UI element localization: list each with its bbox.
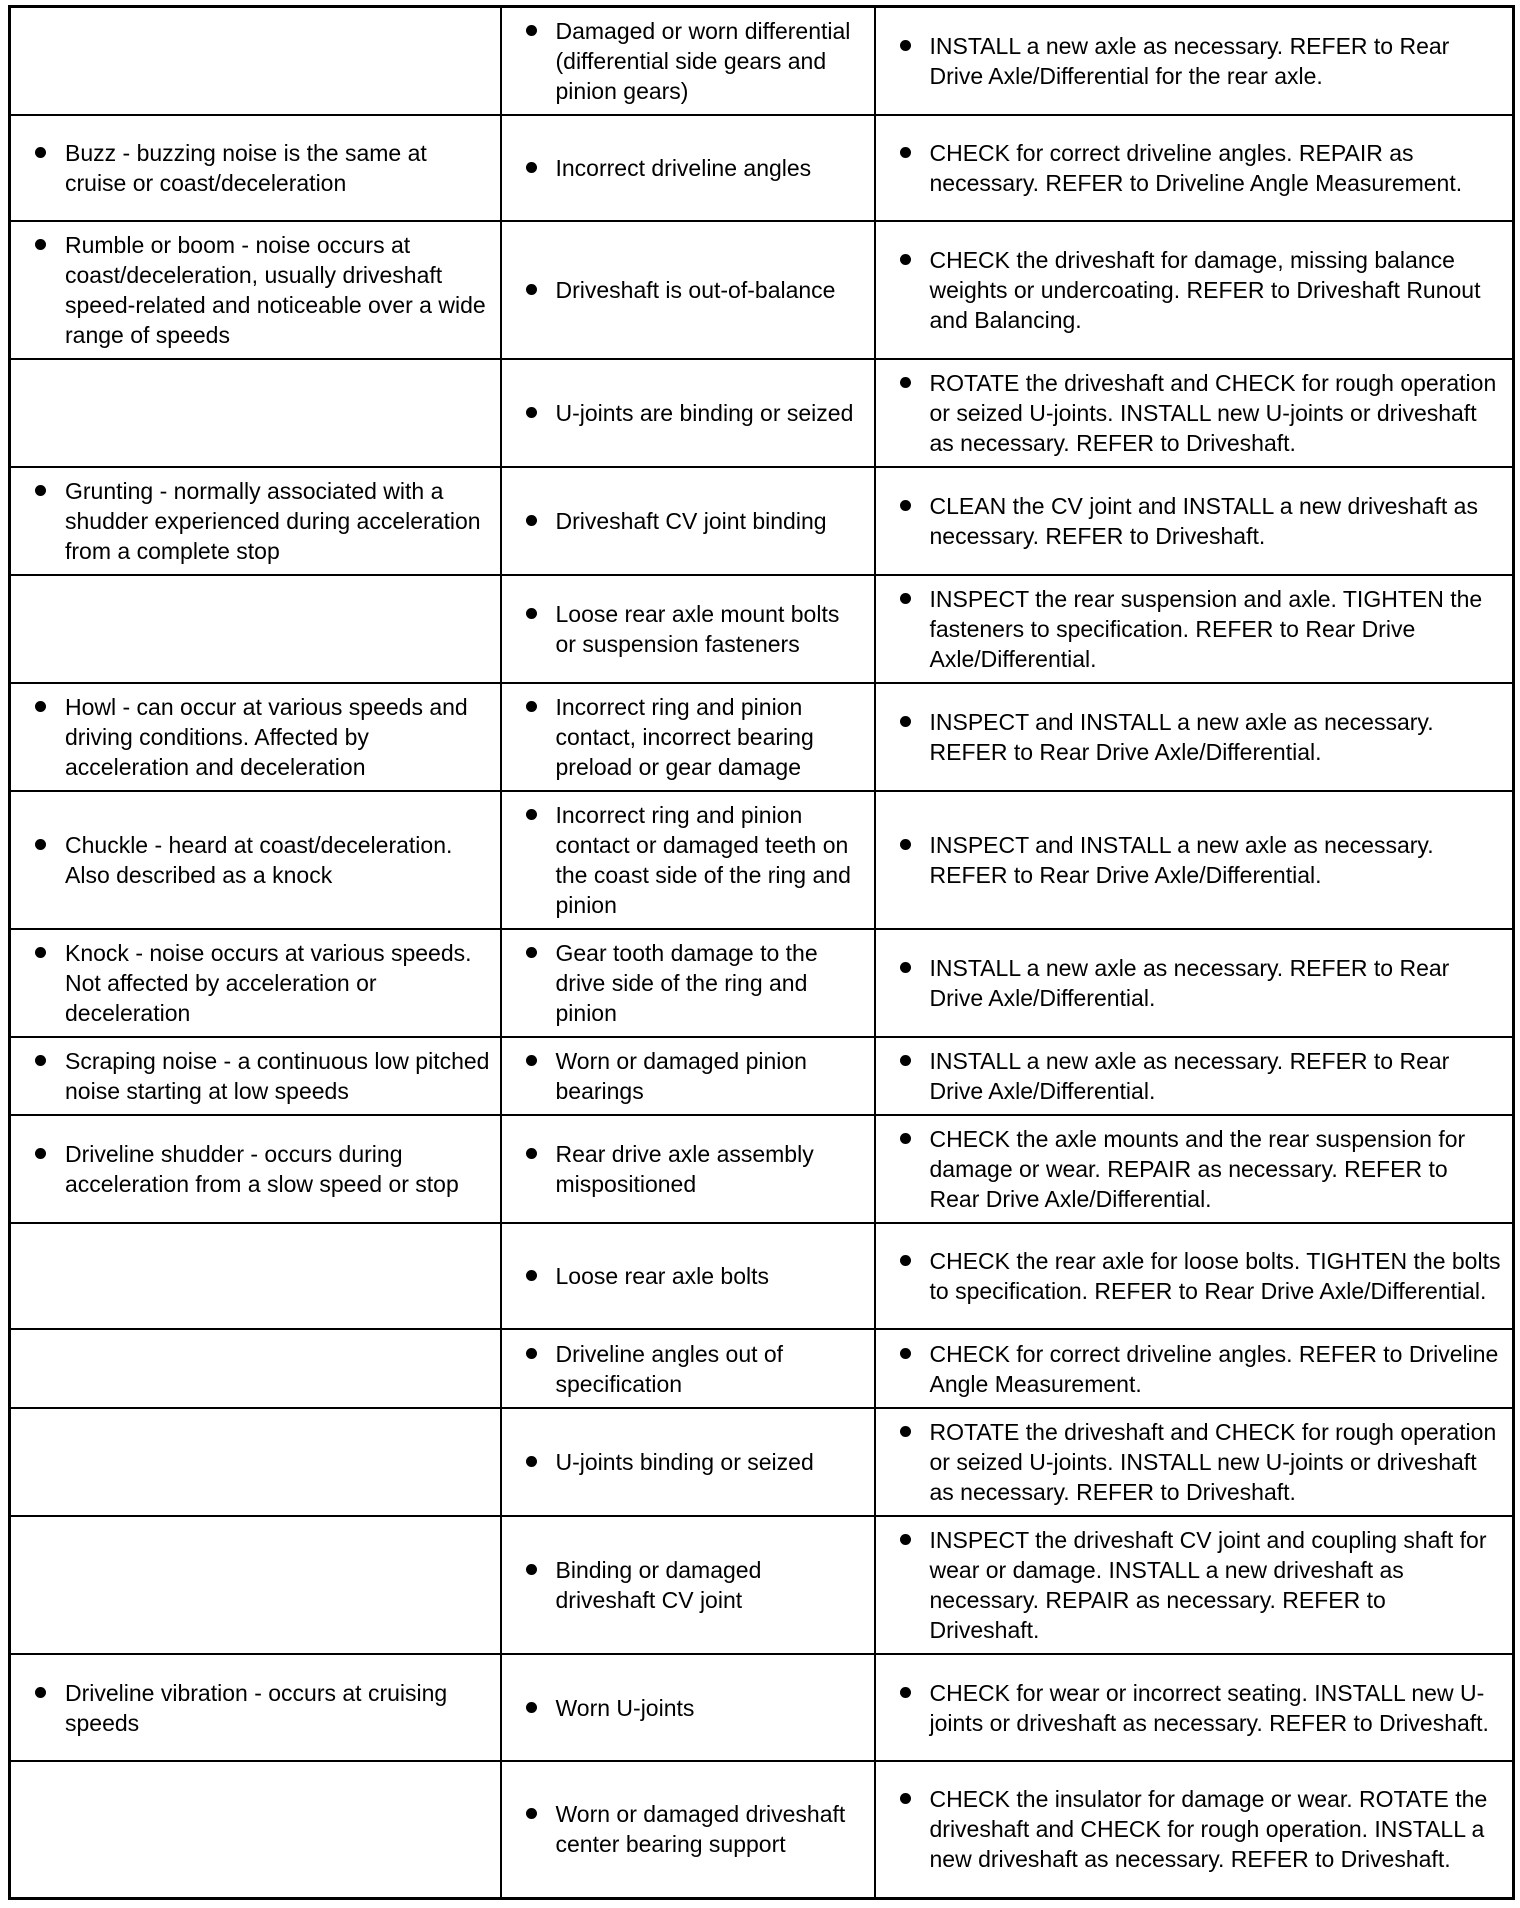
action-cell [875,1329,1514,1408]
bullet-icon [526,25,537,36]
bullet-icon [526,1564,537,1575]
bullet-item [514,1261,864,1291]
cause-text: Incorrect ring and pinion contact or damaged teeth on the coast side of the ring and pinion [555,802,851,918]
bullet-item [888,1784,1503,1874]
bullet-item [514,938,864,1028]
bullet-item [514,800,864,920]
bullet-icon [526,809,537,820]
bullet-item [514,1693,864,1723]
cause-cell [501,1223,875,1329]
bullet-item [23,830,490,890]
bullet-item [23,138,490,198]
bullet-icon [526,1456,537,1467]
bullet-icon [526,162,537,173]
condition-cell [10,1115,501,1223]
bullet-icon [526,1148,537,1159]
table-row [10,1761,1514,1898]
action-cell [875,1654,1514,1761]
bullet-item [888,584,1503,674]
cause-text: Loose rear axle mount bolts or suspension fasteners [555,601,840,657]
condition-cell [10,221,501,359]
condition-cell [10,1761,501,1898]
table-row [10,7,1514,116]
bullet-icon [900,593,911,604]
diagnosis-table [8,5,1515,1900]
cause-text: Binding or damaged driveshaft CV joint [555,1557,762,1613]
action-text: INSPECT the rear suspension and axle. TIGHTEN the fasteners to specification. REFER to Rear Drive Axle/Differential. [929,586,1483,672]
action-text: INSTALL a new axle as necessary. REFER to Rear Drive Axle/Differential for the rear axle. [929,33,1450,89]
action-cell [875,359,1514,467]
diagnosis-table-body [10,7,1514,1899]
cause-cell [501,929,875,1037]
bullet-icon [900,1133,911,1144]
cause-text: Loose rear axle bolts [555,1263,770,1289]
condition-text: Grunting - normally associated with a shudder experienced during acceleration from a complete stop [65,478,481,564]
cause-cell [501,115,875,221]
bullet-item [514,16,864,106]
action-text: CHECK the insulator for damage or wear. ROTATE the driveshaft and CHECK for rough operation. INSTALL a new driveshaft as necessary. REFER to Driveshaft. [929,1786,1488,1873]
condition-cell [10,1037,501,1115]
action-text: ROTATE the driveshaft and CHECK for rough operation or seized U-joints. INSTALL new U-joints or driveshaft as necessary. REFER to Driveshaft. [929,370,1497,456]
bullet-icon [900,1255,911,1266]
bullet-icon [900,147,911,158]
action-text: CLEAN the CV joint and INSTALL a new driveshaft as necessary. REFER to Driveshaft. [929,493,1478,549]
cause-cell [501,683,875,791]
bullet-item [514,506,864,536]
action-cell [875,1408,1514,1516]
bullet-item [888,1046,1503,1106]
bullet-icon [900,377,911,388]
table-row [10,1516,1514,1654]
action-cell [875,467,1514,575]
table-row [10,1654,1514,1761]
bullet-item [514,1447,864,1477]
action-text: INSTALL a new axle as necessary. REFER to Rear Drive Axle/Differential. [929,1048,1450,1104]
condition-cell [10,575,501,683]
bullet-item [888,1678,1503,1738]
bullet-item [514,398,864,428]
bullet-icon [35,239,46,250]
bullet-item [23,1678,490,1738]
bullet-icon [900,1426,911,1437]
action-text: CHECK the rear axle for loose bolts. TIGHTEN the bolts to specification. REFER to Rear Drive Axle/Differential. [929,1248,1501,1304]
condition-cell [10,683,501,791]
condition-cell [10,467,501,575]
bullet-icon [526,608,537,619]
action-cell [875,221,1514,359]
bullet-icon [35,1055,46,1066]
condition-cell [10,1408,501,1516]
cause-cell [501,221,875,359]
bullet-item [23,230,490,350]
table-row [10,221,1514,359]
cause-text: U-joints binding or seized [555,1449,814,1475]
bullet-icon [900,962,911,973]
condition-text: Rumble or boom - noise occurs at coast/deceleration, usually driveshaft speed-related and noticeable over a wide range of speeds [65,232,486,348]
action-cell [875,1223,1514,1329]
bullet-icon [900,1793,911,1804]
bullet-icon [35,1687,46,1698]
cause-text: Incorrect ring and pinion contact, incorrect bearing preload or gear damage [555,694,814,780]
bullet-icon [526,1055,537,1066]
condition-cell [10,115,501,221]
bullet-item [514,599,864,659]
action-text: INSTALL a new axle as necessary. REFER to Rear Drive Axle/Differential. [929,955,1450,1011]
condition-text: Driveline vibration - occurs at cruising speeds [65,1679,448,1736]
bullet-icon [35,147,46,158]
table-row [10,1408,1514,1516]
bullet-item [888,368,1503,458]
action-cell [875,791,1514,929]
bullet-item [888,830,1503,890]
condition-text: Howl - can occur at various speeds and driving conditions. Affected by acceleration and deceleration [65,694,468,780]
table-row [10,683,1514,791]
cause-cell [501,1115,875,1223]
condition-cell [10,7,501,116]
bullet-item [888,707,1503,767]
action-text: INSPECT and INSTALL a new axle as necessary. REFER to Rear Drive Axle/Differential. [929,832,1434,888]
bullet-icon [35,1148,46,1159]
bullet-icon [526,1702,537,1713]
condition-cell [10,791,501,929]
bullet-icon [900,40,911,51]
table-row [10,1223,1514,1329]
table-row [10,1115,1514,1223]
bullet-item [888,1124,1503,1214]
bullet-item [514,1799,864,1859]
bullet-item [888,491,1503,551]
cause-cell [501,575,875,683]
cause-cell [501,467,875,575]
table-row [10,791,1514,929]
bullet-icon [526,1270,537,1281]
bullet-item [888,1417,1503,1507]
cause-text: Rear drive axle assembly mispositioned [555,1141,814,1197]
bullet-item [23,692,490,782]
bullet-item [23,938,490,1028]
action-cell [875,1115,1514,1223]
bullet-item [514,692,864,782]
condition-text: Scraping noise - a continuous low pitched noise starting at low speeds [65,1048,490,1104]
cause-text: U-joints are binding or seized [555,400,854,426]
bullet-icon [35,839,46,850]
table-row [10,929,1514,1037]
action-cell [875,7,1514,116]
cause-cell [501,1516,875,1654]
cause-cell [501,1408,875,1516]
action-text: CHECK the driveshaft for damage, missing balance weights or undercoating. REFER to Driveshaft Runout and Balancing. [929,247,1481,333]
bullet-item [514,1046,864,1106]
bullet-icon [35,701,46,712]
condition-cell [10,1329,501,1408]
cause-text: Incorrect driveline angles [555,155,812,181]
bullet-item [888,245,1503,335]
bullet-item [23,1139,490,1199]
action-cell [875,1761,1514,1898]
bullet-icon [900,1534,911,1545]
action-text: CHECK the axle mounts and the rear suspension for damage or wear. REPAIR as necessary. REFER to Rear Drive Axle/Differential. [929,1126,1466,1212]
condition-text: Buzz - buzzing noise is the same at cruise or coast/deceleration [65,140,427,196]
cause-text: Driveshaft CV joint binding [555,508,827,534]
bullet-icon [526,284,537,295]
bullet-icon [900,716,911,727]
cause-cell [501,1654,875,1761]
action-cell [875,1516,1514,1654]
action-cell [875,683,1514,791]
bullet-item [514,1555,864,1615]
bullet-icon [526,701,537,712]
cause-cell [501,1329,875,1408]
cause-cell [501,1761,875,1898]
cause-text: Worn U-joints [555,1694,695,1721]
cause-text: Driveshaft is out-of-balance [555,277,836,303]
action-text: ROTATE the driveshaft and CHECK for rough operation or seized U-joints. INSTALL new U-joints or driveshaft as necessary. REFER to Driveshaft. [929,1419,1497,1505]
bullet-icon [900,254,911,265]
bullet-icon [900,1687,911,1698]
bullet-item [23,1046,490,1106]
bullet-item [514,1139,864,1199]
table-row [10,115,1514,221]
condition-cell [10,359,501,467]
table-row [10,1037,1514,1115]
bullet-item [23,476,490,566]
condition-cell [10,1654,501,1761]
bullet-item [888,138,1503,198]
condition-text: Driveline shudder - occurs during acceleration from a slow speed or stop [65,1141,459,1197]
bullet-item [514,1339,864,1399]
bullet-icon [900,500,911,511]
bullet-icon [526,407,537,418]
bullet-icon [900,1348,911,1359]
bullet-item [888,1339,1503,1399]
cause-text: Gear tooth damage to the drive side of the ring and pinion [555,940,818,1026]
bullet-icon [526,1808,537,1819]
bullet-icon [35,485,46,496]
bullet-icon [35,947,46,958]
cause-cell [501,1037,875,1115]
action-cell [875,929,1514,1037]
condition-text: Chuckle - heard at coast/deceleration. Also described as a knock [65,832,453,888]
action-text: INSPECT the driveshaft CV joint and coupling shaft for wear or damage. INSTALL a new driveshaft as necessary. REPAIR as necessary. REFER to Driveshaft. [929,1527,1487,1643]
condition-cell [10,1223,501,1329]
condition-text: Knock - noise occurs at various speeds. Not affected by acceleration or deceleration [65,940,472,1026]
cause-cell [501,791,875,929]
table-row [10,359,1514,467]
bullet-icon [526,1348,537,1359]
condition-cell [10,929,501,1037]
bullet-item [888,1246,1503,1306]
cause-text: Worn or damaged pinion bearings [555,1048,807,1104]
cause-text: Damaged or worn differential (differential side gears and pinion gears) [555,18,851,104]
action-text: CHECK for correct driveline angles. REFER to Driveline Angle Measurement. [929,1340,1499,1397]
cause-cell [501,7,875,116]
table-row [10,575,1514,683]
bullet-item [514,153,864,183]
table-row [10,467,1514,575]
bullet-icon [526,947,537,958]
cause-text: Driveline angles out of specification [555,1340,784,1397]
bullet-icon [526,515,537,526]
action-cell [875,575,1514,683]
bullet-icon [900,1055,911,1066]
bullet-item [888,953,1503,1013]
table-row [10,1329,1514,1408]
action-text: INSPECT and INSTALL a new axle as necessary. REFER to Rear Drive Axle/Differential. [929,709,1434,765]
action-cell [875,115,1514,221]
cause-cell [501,359,875,467]
action-cell [875,1037,1514,1115]
bullet-item [888,31,1503,91]
bullet-item [514,275,864,305]
bullet-icon [900,839,911,850]
bullet-item [888,1525,1503,1645]
condition-cell [10,1516,501,1654]
cause-text: Worn or damaged driveshaft center bearing support [555,1801,846,1858]
action-text: CHECK for wear or incorrect seating. INSTALL new U-joints or driveshaft as necessary. REFER to Driveshaft. [929,1679,1489,1736]
action-text: CHECK for correct driveline angles. REPAIR as necessary. REFER to Driveline Angle Measurement. [929,140,1463,196]
